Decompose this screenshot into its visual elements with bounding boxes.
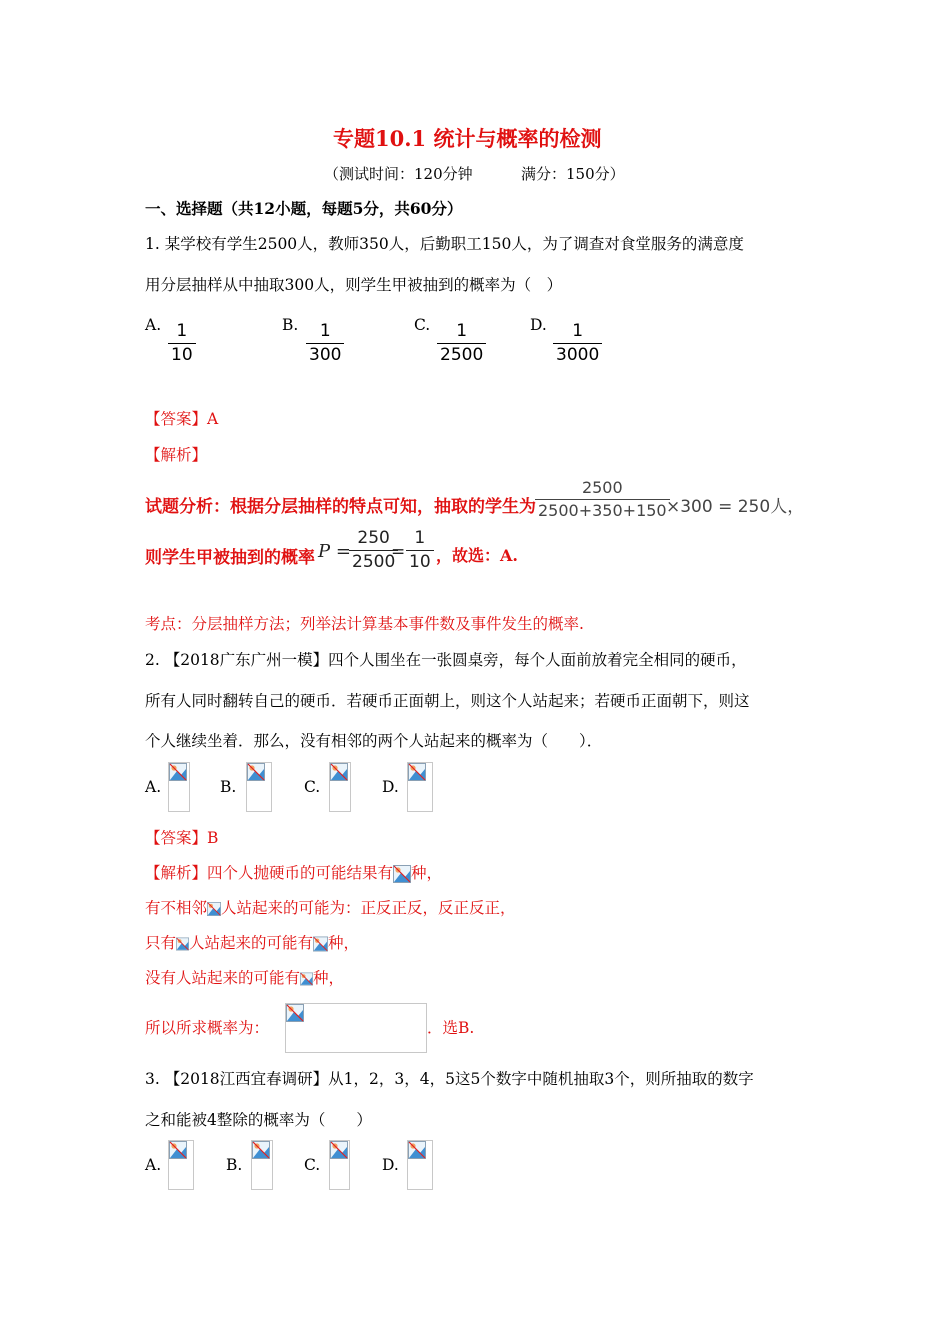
broken-image-icon [313,935,328,953]
q2-option-d-letter: D. [382,778,399,796]
q2-analysis-text: 四个人抛硬币的可能结果有 [207,864,394,882]
denominator: 10 [171,345,193,365]
q2-stem-line3: 个人继续坐着．那么，没有相邻的两个人站起来的概率为（ ）． [145,732,603,750]
q2-option-a-image [168,762,190,812]
q2-analysis-label: 【解析】 [145,864,208,882]
q2-analysis-line4 [145,966,344,988]
q2-stem-line2: 所有人同时翻转自己的硬币．若硬币正面朝上，则这个人站起来；若硬币正面朝下，则这 [145,692,750,710]
q2-option-c-letter: C. [304,778,321,796]
denominator: 10 [409,552,431,572]
denominator: 3000 [556,345,600,365]
q3-stem-line1: 3. 【2018江西宜春调研】从1，2，3，4，5这5个数字中随机抽取3个，则所抽取的数字 [145,1070,754,1088]
section-heading: 一、选择题（共12小题，每题5分，共60分） [145,199,463,218]
q2-analysis-text: 有不相邻 [145,899,208,917]
q2-analysis-text: 人站起来的可能为：正反正反，反正反正， [221,899,516,917]
denominator: 2500+350+150 [538,501,667,520]
broken-image-icon [393,865,411,883]
q2-analysis-text: 只有 [145,934,177,952]
page-title: 专题10.1 统计与概率的检测 [333,126,602,151]
q1-kaodian: 考点：分层抽样方法；列举法计算基本事件数及事件发生的概率. [145,615,584,633]
q1-option-d-letter: D. [530,316,547,334]
q3-option-d-letter: D. [382,1156,399,1174]
q2-option-d-image [407,762,433,812]
denominator: 2500 [440,345,484,365]
q2-option-a-letter: A. [145,778,162,796]
q1-option-c-letter: C. [414,316,431,334]
q2-analysis-text: 没有人站起来的可能有 [145,969,301,987]
denominator: 300 [309,345,342,365]
q3-option-b-letter: B. [226,1156,243,1174]
numerator: 1 [319,321,331,341]
q2-analysis-line5-text: 所以所求概率为： [145,1019,270,1037]
broken-image-icon [330,763,348,781]
q2-option-b-image [246,762,272,812]
q3-option-c-letter: C. [304,1156,321,1174]
q1-equals-sign: = [391,542,406,562]
broken-image-icon [207,900,221,918]
q2-analysis-line1 [145,861,442,883]
q2-probability-image [285,1003,427,1053]
q1-answer: 【答案】A [145,410,219,428]
broken-image-icon [252,1141,270,1159]
q1-solution-line1-result: ×300 = 250人， [666,497,805,517]
broken-image-icon [330,1141,348,1159]
full-score: 满分：150分） [521,165,625,183]
q2-option-b-letter: B. [220,778,237,796]
numerator: 2500 [581,478,623,497]
q1-solution-line1-text: 试题分析：根据分层抽样的特点可知，抽取的学生为 [145,497,536,517]
numerator: 1 [176,321,188,341]
q1-stem-line1: 1. 某学校有学生2500人，教师350人，后勤职工150人，为了调查对食堂服务的满意度 [145,235,744,253]
q2-analysis-line2 [145,896,516,918]
q1-option-c-fraction [437,323,486,364]
q3-option-c-image [329,1140,350,1190]
q1-option-a-letter: A. [145,316,162,334]
q1-analysis-label: 【解析】 [145,446,208,464]
q1-option-a-fraction [168,323,196,364]
broken-image-icon [169,1141,187,1159]
broken-image-icon [286,1004,304,1022]
q1-probability-fraction-2 [406,530,434,571]
numerator: 250 [357,528,390,548]
numerator: 1 [572,321,584,341]
broken-image-icon [408,763,426,781]
broken-image-icon [300,970,313,988]
broken-image-icon [176,935,189,953]
numerator: 1 [414,528,426,548]
q2-analysis-line3 [145,931,359,953]
q2-analysis-text: 种， [411,864,443,882]
broken-image-icon [408,1141,426,1159]
q1-stem-line2: 用分层抽样从中抽取300人，则学生甲被抽到的概率为（ ） [145,276,563,294]
test-time: （测试时间：120分钟 [324,165,473,183]
q2-analysis-text: 种， [313,969,345,987]
q1-solution-conclusion: ，故选：A. [436,546,518,565]
broken-image-icon [247,763,265,781]
q3-option-b-image [251,1140,273,1190]
q2-answer: 【答案】B [145,829,219,847]
q2-option-c-image [329,762,351,812]
q1-option-b-letter: B. [282,316,299,334]
numerator: 1 [456,321,468,341]
q2-stem-line1: 2. 【2018广东广州一模】四个人围坐在一张圆桌旁，每个人面前放着完全相同的硬币， [145,651,747,669]
q3-option-d-image [407,1140,433,1190]
q1-option-d-fraction [553,323,602,364]
q1-solution-line2-text: 则学生甲被抽到的概率 [145,548,315,568]
q1-solution-fraction [535,480,670,519]
denominator: 2500 [352,552,396,572]
q2-analysis-line5-end: ．选B. [427,1019,475,1037]
q1-probability-symbol: P = [318,541,351,562]
q3-option-a-image [168,1140,194,1190]
q1-option-b-fraction [306,323,344,364]
q3-option-a-letter: A. [145,1156,162,1174]
broken-image-icon [169,763,187,781]
q2-analysis-text: 人站起来的可能有 [189,934,314,952]
q2-analysis-text: 种， [328,934,360,952]
q3-stem-line2: 之和能被4整除的概率为（ ） [145,1111,372,1129]
